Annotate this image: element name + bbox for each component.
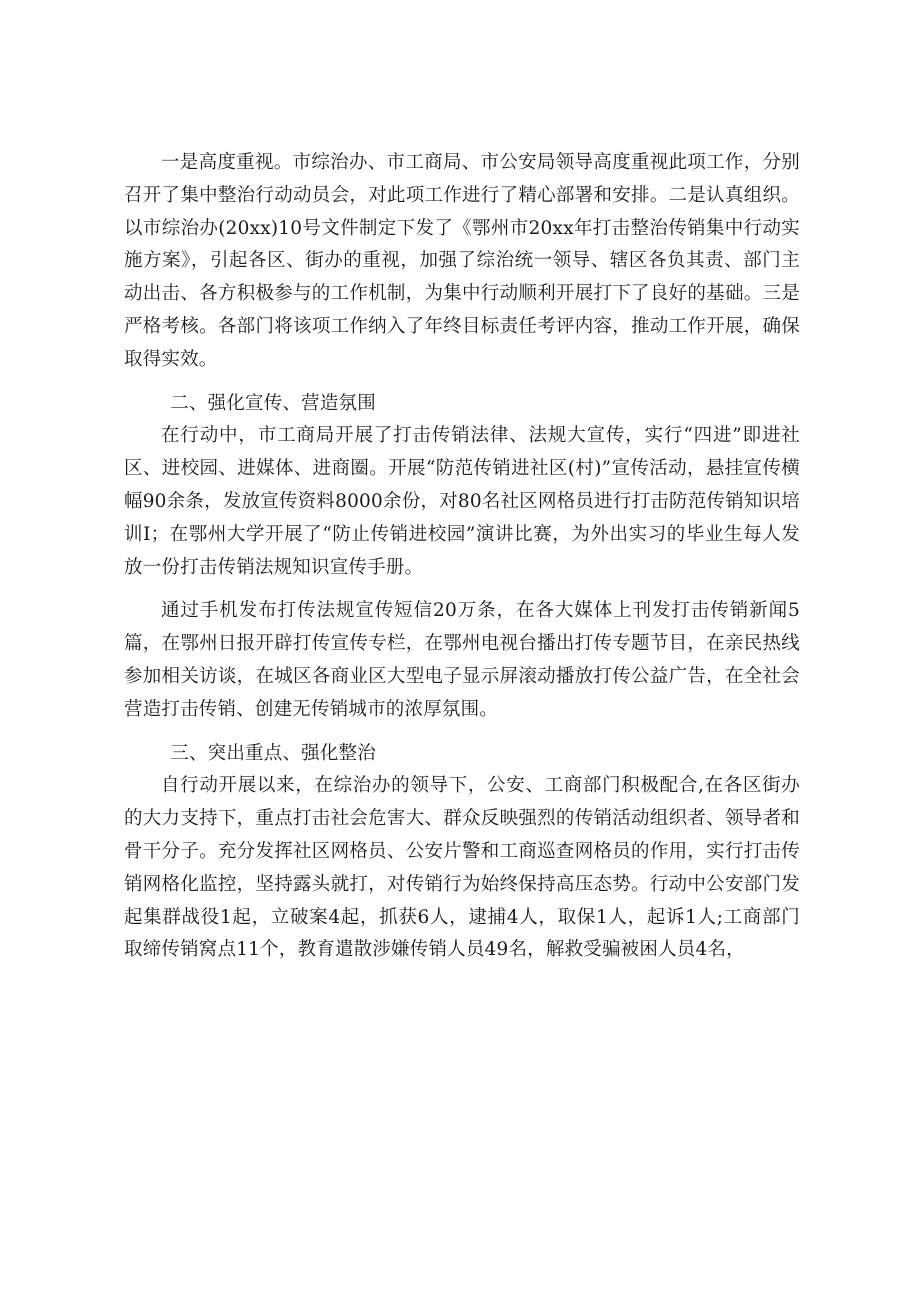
section-heading-rectification: 三、突出重点、强化整治 bbox=[170, 742, 376, 764]
section-heading-publicity: 二、强化宣传、营造氛围 bbox=[170, 392, 376, 414]
document-body bbox=[124, 147, 800, 967]
paragraph-enforcement-results: 自行动开展以来，在综治办的领导下，公安、工商部门积极配合,在各区街办的大力支持下，重点打击社会危害大、群众反映强烈的传销活动组织者、领导者和骨干分子。充分发挥社区网格员、公安片警和工商巡查网格员的作用，实行打击传销网格化监控，坚持露头就打，对传销行为始终保持高压态势。行动中公安部门发起集群战役1起，立破案4起，抓获6人，逮捕4人，取保1人，起诉1人;工商部门取缔传销窝点11个，教育遣散涉嫌传销人员49名，解救受骗被困人员4名， bbox=[124, 775, 800, 961]
paragraph-work-measures: 一是高度重视。市综治办、市工商局、市公安局领导高度重视此项工作，分别召开了集中整治行动动员会，对此项工作进行了精心部署和安排。二是认真组织。以市综治办(20xx)10号文件制定下发了《鄂州市20xx年打击整治传销集中行动实施方案》，引起各区、街办的重视，加强了综治统一领导、辖区各负其责、部门主动出击、各方积极参与的工作机制，为集中行动顺利开展打下了良好的基础。三是严格考核。各部门将该项工作纳入了年终目标责任考评内容，推动工作开展，确保取得实效。 bbox=[124, 152, 800, 370]
paragraph-publicity-campaign: 在行动中，市工商局开展了打击传销法律、法规大宣传，实行“四进”即进社区、进校园、进媒体、进商圈。开展“防范传销进社区(村)”宣传活动，悬挂宣传横幅90余条，发放宣传资料8000余份，对80名社区网格员进行打击防范传销知识培训I；在鄂州大学开展了“防止传销进校园”演讲比赛，为外出实习的毕业生每人发放一份打击传销法规知识宣传手册。 bbox=[124, 425, 800, 578]
paragraph-media-outreach: 通过手机发布打传法规宣传短信20万条，在各大媒体上刊发打击传销新闻5篇，在鄂州日报开辟打传宣传专栏，在鄂州电视台播出打传专题节目，在亲民热线参加相关访谈，在城区各商业区大型电子显示屏滚动播放打传公益广告，在全社会营造打击传销、创建无传销城市的浓厚氛围。 bbox=[124, 600, 800, 720]
